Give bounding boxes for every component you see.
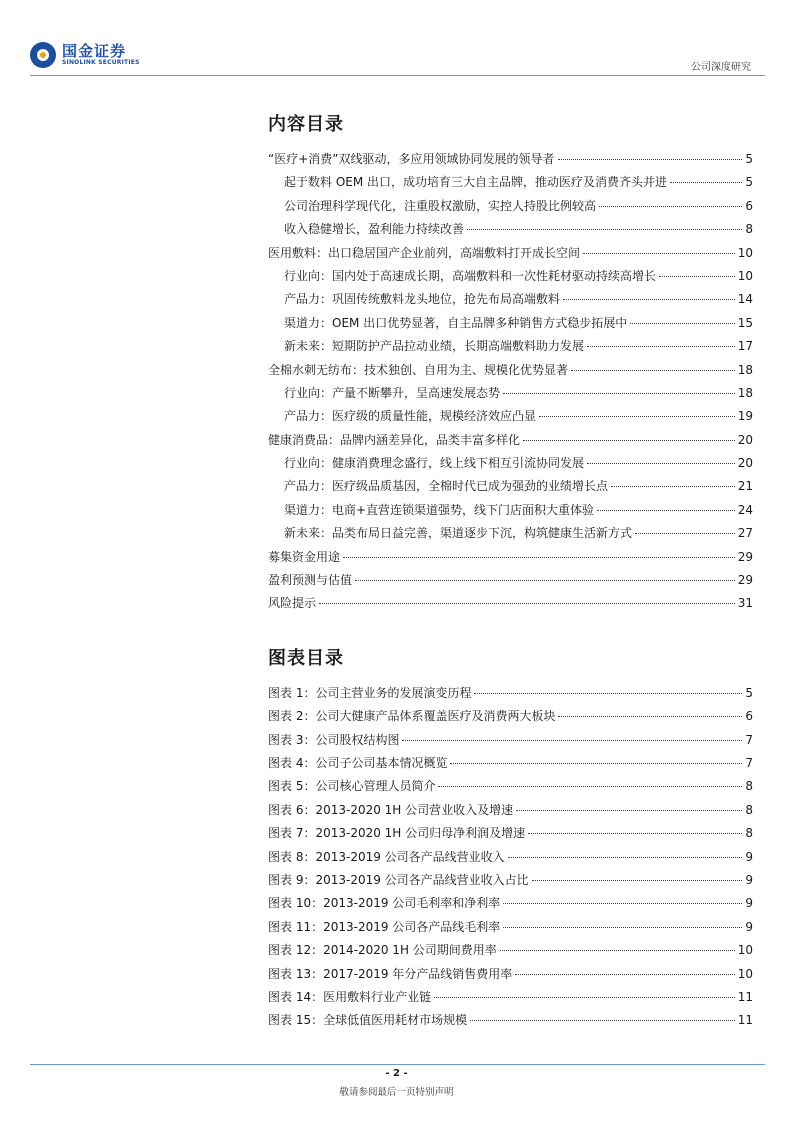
toc-entry-page: 10 [737,245,753,260]
dot-leader [599,206,742,207]
figure-entry[interactable] [268,848,753,871]
toc-entry-page: 21 [737,479,753,494]
toc-entry-page: 14 [737,292,753,307]
toc-entry-page: 20 [737,432,753,447]
figure-entry[interactable] [268,824,753,847]
logo-english-name: SINOLINK SECURITIES [62,59,140,66]
toc-entry-text: 全棉水刺无纺布：技术独创、自用为主、规模化优势显著 [268,362,569,377]
figure-entry[interactable] [268,918,753,941]
page-content [268,110,753,1035]
figure-entry-page: 5 [745,685,753,700]
dot-leader [343,557,735,558]
dot-leader [528,833,742,834]
toc-entry[interactable] [268,197,753,220]
dot-leader [503,927,742,928]
dot-leader [523,440,735,441]
toc-entry-text: 渠道力：OEM 出口优势显著，自主品牌多种销售方式稳步拓展中 [284,315,628,330]
toc-entry-page: 31 [737,596,753,611]
toc-entry-page: 5 [745,175,753,190]
toc-entry[interactable] [268,244,753,267]
toc-title: 内容目录 [268,114,344,135]
figure-entry-page: 11 [737,1013,753,1028]
toc-entry-page: 29 [737,549,753,564]
toc-entry-page: 29 [737,573,753,588]
figure-entry[interactable] [268,1011,753,1034]
dot-leader [470,1020,735,1021]
toc-entry[interactable] [268,290,753,313]
figure-entry-page: 8 [745,826,753,841]
figure-entry[interactable] [268,777,753,800]
dot-leader [438,786,742,787]
company-logo [30,42,140,68]
figure-entry[interactable] [268,871,753,894]
toc-entry-text: 新未来：品类布局日益完善，渠道逐步下沉，构筑健康生活新方式 [284,526,633,541]
dot-leader [516,810,742,811]
toc-entry[interactable] [268,220,753,243]
dot-leader [558,159,743,160]
toc-entry[interactable] [268,173,753,196]
dot-leader [587,463,735,464]
dot-leader [659,276,735,277]
toc-entry-text: 盈利预测与估值 [268,573,353,588]
figure-entry[interactable] [268,941,753,964]
toc-entry[interactable] [268,267,753,290]
toc-entry-page: 15 [737,315,753,330]
dot-leader [503,903,742,904]
page-number: - 2 - [385,1068,408,1079]
toc-entry[interactable] [268,384,753,407]
toc-entry-page: 5 [745,152,753,166]
dot-leader [571,370,735,371]
toc-entry[interactable] [268,501,753,524]
figure-entry-page: 9 [745,872,753,887]
toc-entry-page: 20 [737,456,753,471]
toc-entry-text: “医疗+消费”双线驱动，多应用领域协同发展的领导者 [268,152,555,166]
toc-entry-page: 27 [737,526,753,541]
dot-leader [319,603,735,604]
toc-entry[interactable] [268,337,753,360]
dot-leader [539,416,735,417]
figure-entry[interactable] [268,731,753,754]
toc-list [268,150,753,618]
figure-entry-page: 9 [745,896,753,911]
dot-leader [450,763,742,764]
toc-entry-page: 8 [745,222,753,237]
figure-entry-text: 图表 14：医用敷料行业产业链 [268,989,432,1004]
figure-entry-page: 7 [745,755,753,770]
figure-entry-text: 图表 10：2013-2019 公司毛利率和净利率 [268,896,501,911]
figure-entry-page: 10 [737,966,753,981]
figure-entry-text: 图表 9：2013-2019 公司各产品线营业收入占比 [268,872,529,887]
dot-leader [467,229,742,230]
toc-entry-text: 渠道力：电商+直营连锁渠道强势，线下门店面积大重体验 [284,502,595,517]
toc-entry-text: 收入稳健增长，盈利能力持续改善 [284,222,465,237]
header-divider [30,75,765,76]
toc-entry-text: 风险提示 [268,596,317,611]
figure-list [268,684,753,1035]
toc-entry[interactable] [268,314,753,337]
figure-entry-page: 9 [745,849,753,864]
figure-entry-text: 图表 13：2017-2019 年分产品线销售费用率 [268,966,513,981]
toc-entry[interactable] [268,548,753,571]
toc-entry[interactable] [268,571,753,594]
dot-leader [558,716,742,717]
dot-leader [532,880,743,881]
dot-leader [597,510,735,511]
figure-entry-text: 图表 15：全球低值医用耗材市场规模 [268,1013,468,1028]
toc-entry-page: 24 [737,502,753,517]
toc-entry[interactable] [268,454,753,477]
toc-entry-text: 行业向：产量不断攀升，呈高速发展态势 [284,385,501,400]
figure-entry-text: 图表 3：公司股权结构图 [268,732,400,747]
figure-entry-text: 图表 8：2013-2019 公司各产品线营业收入 [268,849,505,864]
dot-leader [670,182,742,183]
dot-leader [611,486,735,487]
report-type: 公司深度研究 [691,62,751,73]
dot-leader [515,974,734,975]
toc-entry-text: 新未来：短期防护产品拉动业绩，长期高端敷料助力发展 [284,339,585,354]
figure-entry-page: 9 [745,919,753,934]
toc-entry[interactable] [268,524,753,547]
dot-leader [434,997,735,998]
toc-entry-page: 6 [745,198,753,213]
toc-entry-text: 产品力：巩固传统敷料龙头地位，抢先布局高端敷料 [284,292,561,307]
figure-entry[interactable] [268,965,753,988]
figure-entry-text: 图表 2：公司大健康产品体系覆盖医疗及消费两大板块 [268,709,556,724]
figure-entry-text: 图表 1：公司主营业务的发展演变历程 [268,685,472,700]
toc-entry-text: 起于数料 OEM 出口，成功培育三大自主品牌，推动医疗及消费齐头并进 [284,175,668,190]
toc-entry[interactable] [268,407,753,430]
figure-entry-text: 图表 11：2013-2019 公司各产品线毛利率 [268,919,501,934]
figure-entry-page: 7 [745,732,753,747]
footer-disclaimer: 敬请参阅最后一页特别声明 [339,1087,454,1098]
dot-leader [503,393,735,394]
dot-leader [474,693,742,694]
figure-list-title: 图表目录 [268,647,344,669]
figure-entry-text: 图表 12：2014-2020 1H 公司期间费用率 [268,943,497,958]
dot-leader [635,533,735,534]
toc-entry[interactable] [268,431,753,454]
dot-leader [563,299,735,300]
figure-entry-text: 图表 7：2013-2020 1H 公司归母净利润及增速 [268,826,526,841]
figure-entry-page: 10 [737,943,753,958]
figure-entry-page: 6 [745,709,753,724]
figure-entry-page: 11 [737,989,753,1004]
dot-leader [355,580,735,581]
figure-entry[interactable] [268,801,753,824]
toc-entry-text: 行业向：国内处于高速成长期，高端敷料和一次性耗材驱动持续高增长 [284,268,657,283]
figure-entry-text: 图表 5：公司核心管理人员简介 [268,779,436,794]
toc-entry-page: 19 [737,409,753,424]
figure-entry-page: 8 [745,779,753,794]
toc-entry[interactable] [268,594,753,617]
footer-divider [30,1064,765,1065]
dot-leader [583,253,735,254]
toc-entry-text: 医用敷料：出口稳居国产企业前列，高端敷料打开成长空间 [268,245,581,260]
toc-entry[interactable] [268,361,753,384]
toc-entry-page: 17 [737,339,753,354]
toc-entry-text: 产品力：医疗级品质基因，全棉时代已成为强劲的业绩增长点 [284,479,609,494]
dot-leader [630,323,735,324]
logo-chinese-name: 国金证券 [62,42,127,60]
logo-mark-icon [30,42,56,68]
figure-entry[interactable] [268,754,753,777]
figure-entry[interactable] [268,684,753,707]
figure-entry[interactable] [268,894,753,917]
dot-leader [402,740,742,741]
toc-entry-page: 18 [737,362,753,377]
page-header [30,40,763,76]
dot-leader [587,346,735,347]
figure-entry[interactable] [268,707,753,730]
toc-entry-page: 10 [737,268,753,283]
toc-entry-text: 公司治理科学现代化，注重股权激励，实控人持股比例较高 [284,198,597,213]
figure-entry[interactable] [268,988,753,1011]
toc-entry-text: 募集资金用途 [268,549,341,564]
toc-entry-text: 行业向：健康消费理念盛行，线上线下相互引流协同发展 [284,456,585,471]
toc-entry-text: 健康消费品：品牌内涵差异化，品类丰富多样化 [268,432,521,447]
toc-entry-page: 18 [737,385,753,400]
toc-entry[interactable] [268,150,753,173]
figure-entry-text: 图表 6：2013-2020 1H 公司营业收入及增速 [268,802,514,817]
toc-entry-text: 产品力：医疗级的质量性能，规模经济效应凸显 [284,409,537,424]
dot-leader [508,857,743,858]
dot-leader [500,950,735,951]
figure-entry-text: 图表 4：公司子公司基本情况概览 [268,755,448,770]
figure-entry-page: 8 [745,802,753,817]
toc-entry[interactable] [268,477,753,500]
